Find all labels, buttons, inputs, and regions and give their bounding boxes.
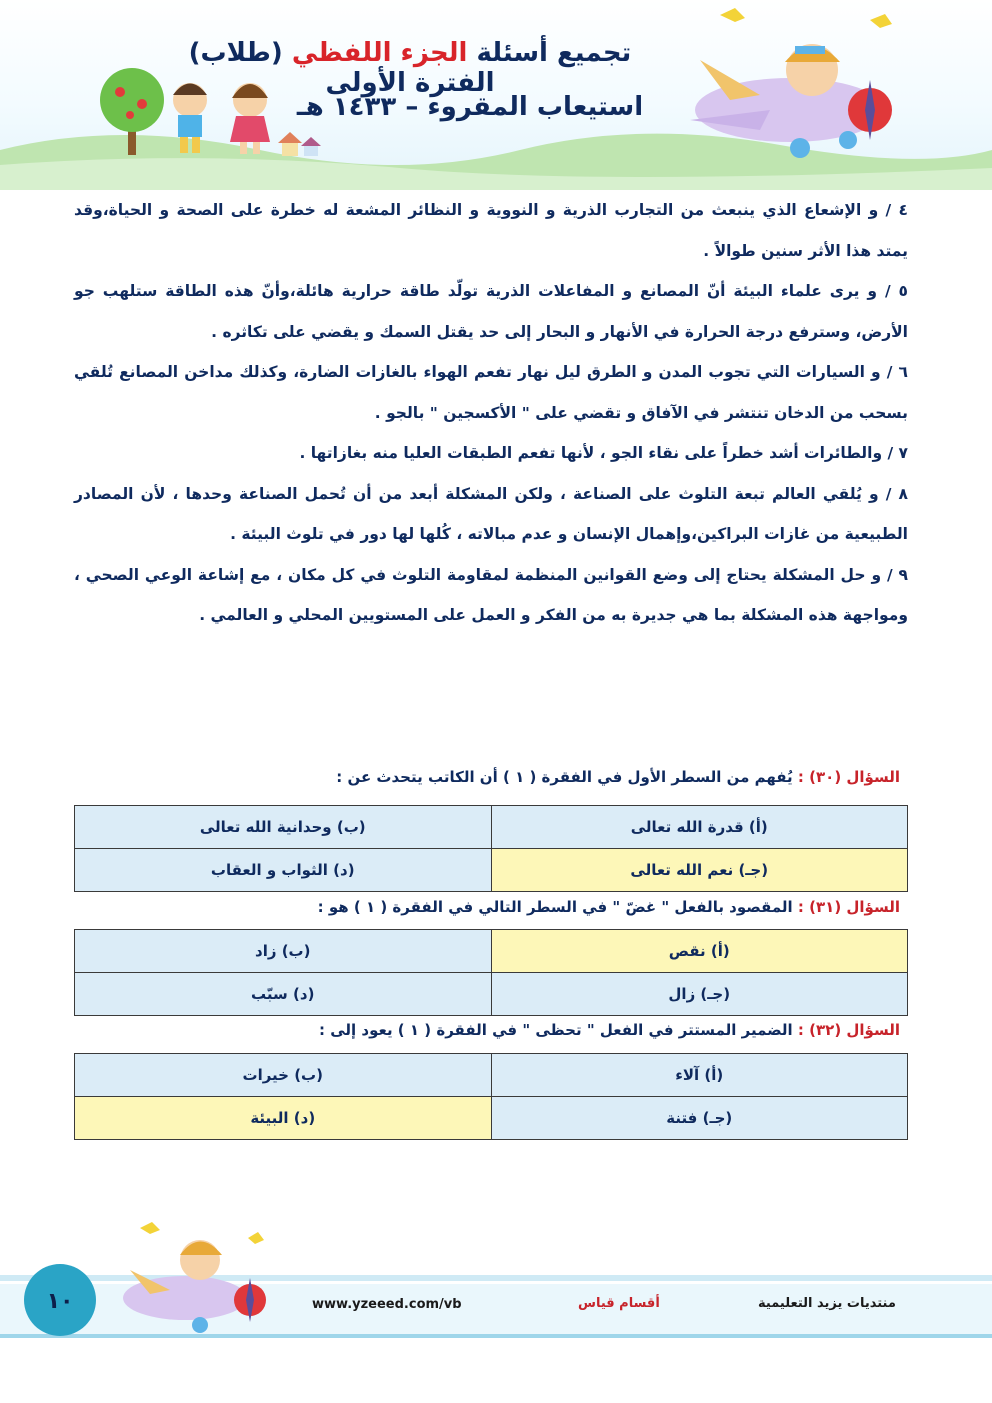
question-31 xyxy=(74,898,900,916)
page-subtitle: استيعاب المقروء – ١٤٣٣ هـ xyxy=(296,92,644,122)
option-d[interactable]: (د) البيئة xyxy=(75,1097,492,1140)
paragraph-6: ٦ / و السيارات التي تجوب المدن و الطرق ليل نهار تفعم الهواء بالغازات الضارة، وكذلك مداخن المصانع تُلقي بسحب من الدخان تنتشر في الآفاق و تقضي على " الأكسجين " بالجو . xyxy=(74,363,908,422)
bird-icon xyxy=(248,1232,264,1244)
paragraph-8: ٨ / و يُلقي العالم تبعة التلوث على الصناعة ، ولكن المشكلة أبعد من أن تُحمل الصناعة وحدها ، لأن المصادر الطبيعية من غازات البراكين،وإهمال الإنسان و عدم مبالاته ، كُلها لها دور في تلوث البيئة . xyxy=(74,484,908,543)
houses-icon xyxy=(278,132,321,156)
option-a[interactable]: (أ) آلاء xyxy=(491,1054,908,1097)
paragraph-5: ٥ / و يرى علماء البيئة أنّ المصانع و المفاعلات الذرية تولّد طاقة حرارية هائلة،وأنّ هذه الطاقة ستلهب جو الأرض، وسترفع درجة الحرارة في الأنهار و البحار إلى حد يقتل السمك و يقضي على تكاثره . xyxy=(74,282,908,341)
option-d[interactable]: (د) سبّب xyxy=(75,973,492,1016)
title-part1: تجميع أسئلة xyxy=(467,38,632,68)
reading-passage xyxy=(74,190,908,636)
option-a[interactable]: (أ) قدرة الله تعالى xyxy=(491,806,908,849)
footer-url[interactable]: www.yzeeed.com/vb xyxy=(312,1297,462,1312)
question-text: الضمير المستتر في الفعل " تحظى " في الفقرة ( ١ ) يعود إلى : xyxy=(318,1021,798,1039)
question-label: السؤال (٣٠) : xyxy=(797,768,900,786)
option-c[interactable]: (جـ) زال xyxy=(491,973,908,1016)
option-c[interactable]: (جـ) فتنة xyxy=(491,1097,908,1140)
paragraph-9: ٩ / و حل المشكلة يحتاج إلى وضع القوانين المنظمة لمقاومة التلوث في كل مكان ، مع إشاعة الوعي الصحي ، ومواجهة هذه المشكلة بما هي جديرة به من الفكر و العمل على المستويين المحلي و العالمي . xyxy=(74,565,908,624)
bird-icon xyxy=(870,14,892,28)
option-d[interactable]: (د) الثواب و العقاب xyxy=(75,849,492,892)
option-a[interactable]: (أ) نقص xyxy=(491,930,908,973)
option-b[interactable]: (ب) خيرات xyxy=(75,1054,492,1097)
options-table-31 xyxy=(74,929,908,1016)
option-b[interactable]: (ب) وحدانية الله تعالى xyxy=(75,806,492,849)
footer-stripe xyxy=(0,1334,992,1338)
title-highlight: الجزء اللفظي xyxy=(291,38,468,68)
bird-icon xyxy=(140,1222,160,1234)
question-label: السؤال (٣١) : xyxy=(797,898,900,916)
question-30 xyxy=(74,768,900,786)
page-number: ١٠ xyxy=(46,1288,74,1314)
footer-site-name: منتديات يزيد التعليمية xyxy=(758,1296,896,1311)
options-table-32 xyxy=(74,1053,908,1140)
paragraph-7: ٧ / والطائرات أشد خطراً على نقاء الجو ، لأنها تفعم الطبقات العليا منه بغازاتها . xyxy=(299,444,908,462)
title-part2: (طلاب) الفترة الأولى xyxy=(188,38,495,98)
question-text: المقصود بالفعل " غضّ " في السطر التالي في الفقرة ( ١ ) هو : xyxy=(317,898,798,916)
paragraph-4: ٤ / و الإشعاع الذي ينبعث من التجارب الذرية و النووية و النظائر المشعة له خطرة على الصحة و الحياة،وقد يمتد هذا الأثر سنين طوالاً . xyxy=(74,201,908,260)
footer-section: أقسام قياس xyxy=(578,1296,660,1311)
page-title xyxy=(150,38,670,98)
question-text: يُفهم من السطر الأول في الفقرة ( ١ ) أن الكاتب يتحدث عن : xyxy=(336,768,798,786)
bird-icon xyxy=(720,8,745,22)
option-b[interactable]: (ب) زاد xyxy=(75,930,492,973)
option-c[interactable]: (جـ) نعم الله تعالى xyxy=(491,849,908,892)
question-32 xyxy=(74,1021,900,1039)
options-table-30 xyxy=(74,805,908,892)
question-label: السؤال (٣٢) : xyxy=(797,1021,900,1039)
